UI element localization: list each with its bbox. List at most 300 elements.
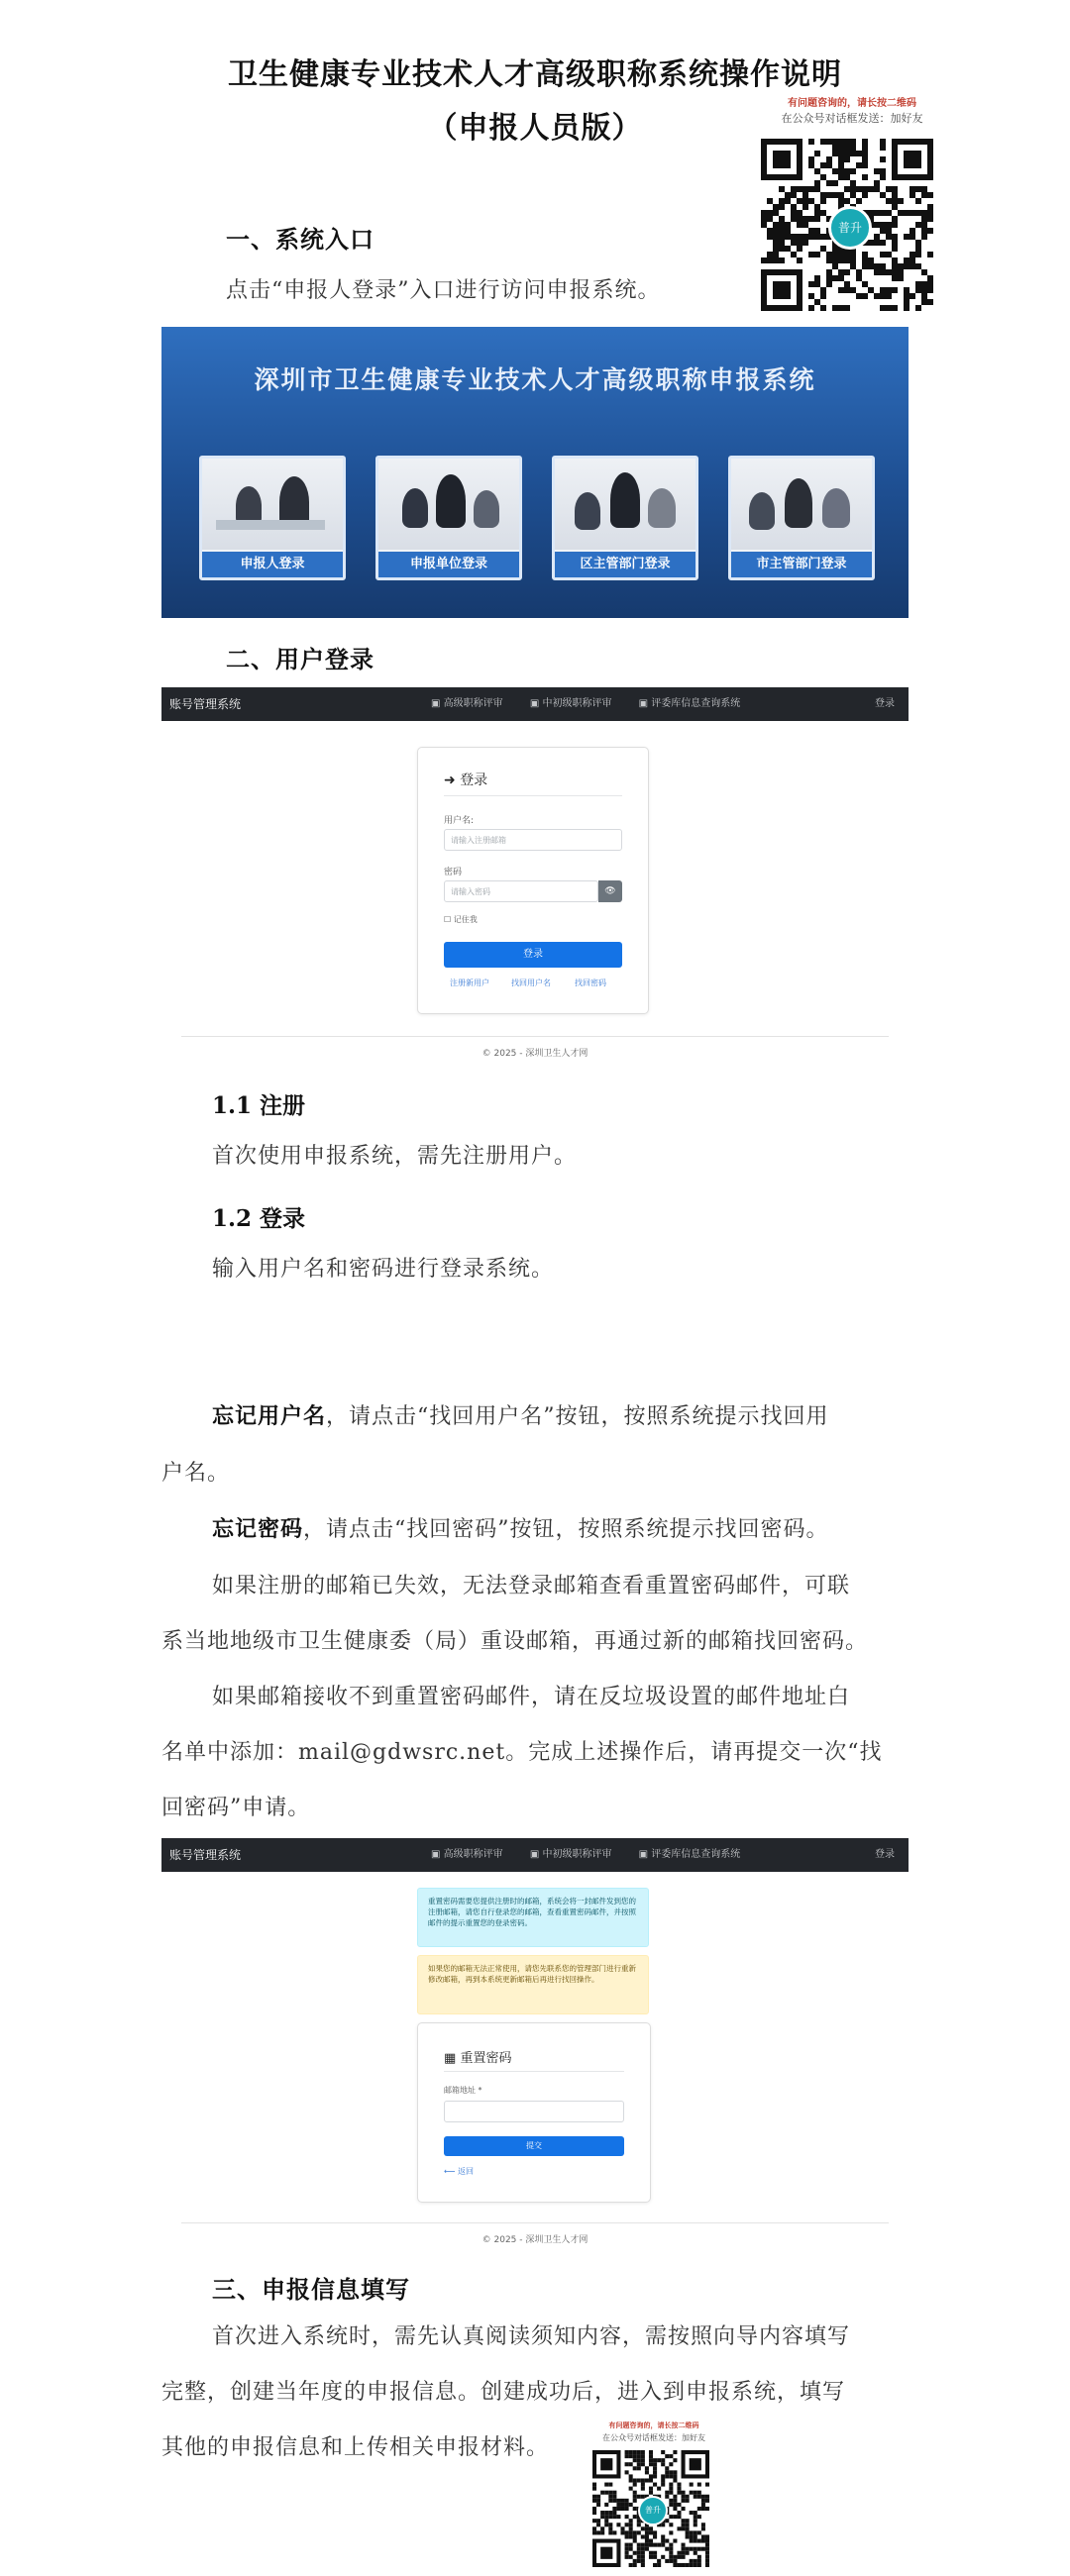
qr-module bbox=[874, 168, 880, 174]
qr-module bbox=[645, 2530, 649, 2534]
qr-module bbox=[633, 2499, 637, 2503]
qr-module bbox=[874, 263, 880, 269]
qr-module bbox=[773, 258, 779, 263]
qr-module bbox=[690, 2491, 694, 2495]
qr-module bbox=[767, 228, 773, 234]
qr-module bbox=[797, 240, 802, 246]
qr-module bbox=[641, 2454, 645, 2458]
qr-module bbox=[669, 2543, 673, 2547]
qr-module bbox=[814, 204, 820, 210]
qr-module bbox=[686, 2526, 690, 2530]
qr-module bbox=[767, 258, 773, 263]
qr-module bbox=[682, 2551, 686, 2555]
qr-module bbox=[682, 2526, 686, 2530]
qr-module bbox=[808, 216, 814, 222]
qr-module bbox=[921, 281, 927, 287]
qr-module bbox=[608, 2523, 612, 2526]
qr-module bbox=[874, 240, 880, 246]
qr-module bbox=[629, 2450, 633, 2454]
qr-module bbox=[808, 234, 814, 240]
qr-module bbox=[661, 2534, 665, 2538]
remember-checkbox[interactable]: ☐ 记住我 bbox=[444, 915, 478, 924]
qr-module bbox=[791, 192, 797, 198]
nav-brand[interactable]: 账号管理系统 bbox=[169, 1848, 242, 1862]
find-password-link[interactable]: 找回密码 bbox=[575, 979, 606, 987]
qr-module bbox=[669, 2555, 673, 2559]
qr-module bbox=[880, 240, 886, 246]
qr-module bbox=[686, 2530, 690, 2534]
qr-module bbox=[620, 2526, 624, 2530]
qr-module bbox=[641, 2483, 645, 2487]
qr-module bbox=[904, 258, 910, 263]
qr-module bbox=[649, 2491, 653, 2495]
nav-link-junior[interactable]: ▣ 中初级职称评审 bbox=[529, 698, 612, 709]
qr-module bbox=[694, 2559, 697, 2563]
qr-module bbox=[705, 2495, 709, 2499]
qr-module bbox=[665, 2539, 669, 2543]
qr-module bbox=[669, 2547, 673, 2551]
nav-login-link[interactable]: 登录 bbox=[875, 698, 895, 709]
qr-module bbox=[665, 2466, 669, 2470]
qr-module bbox=[767, 198, 773, 204]
qr-module bbox=[892, 287, 898, 293]
qr-module bbox=[625, 2462, 629, 2466]
qr-module bbox=[826, 269, 832, 275]
qr-module bbox=[596, 2499, 600, 2503]
qr-module bbox=[910, 186, 915, 192]
qr-module bbox=[690, 2559, 694, 2563]
qr-module bbox=[761, 216, 767, 222]
qr-module bbox=[808, 252, 814, 258]
qr-module bbox=[921, 293, 927, 299]
qr-module bbox=[616, 2499, 620, 2503]
qr-module bbox=[921, 234, 927, 240]
qr-module bbox=[814, 168, 820, 174]
qr-module bbox=[673, 2503, 677, 2507]
login-icon: ➜ bbox=[444, 773, 456, 788]
section1-heading: 一、系统入口 bbox=[226, 225, 374, 254]
whitelist-line1: 如果邮箱接收不到重置密码邮件，请在反垃圾设置的邮件地址白 bbox=[212, 1685, 851, 1709]
qr-module bbox=[850, 151, 856, 156]
qr-module bbox=[697, 2483, 701, 2487]
qr-module bbox=[673, 2470, 677, 2474]
qr-module bbox=[620, 2507, 624, 2511]
qr-module bbox=[673, 2450, 677, 2454]
qr-module bbox=[665, 2519, 669, 2523]
qr-module bbox=[641, 2534, 645, 2538]
qr-module bbox=[779, 216, 785, 222]
register-link[interactable]: 注册新用户 bbox=[450, 979, 489, 987]
qr-module bbox=[633, 2539, 637, 2543]
qr-module bbox=[637, 2547, 641, 2551]
qr-module bbox=[844, 145, 850, 151]
qr-module bbox=[802, 192, 808, 198]
qr-module bbox=[649, 2543, 653, 2547]
nav-link-junior[interactable]: ▣ 中初级职称评审 bbox=[529, 1849, 612, 1860]
qr-module bbox=[850, 139, 856, 145]
top-navbar bbox=[161, 1838, 909, 1872]
qr-module bbox=[686, 2551, 690, 2555]
qr-module bbox=[669, 2499, 673, 2503]
qr-module bbox=[844, 151, 850, 156]
qr-module bbox=[773, 240, 779, 246]
qr-module bbox=[653, 2458, 657, 2462]
qr-module bbox=[649, 2539, 653, 2543]
qr-module bbox=[649, 2551, 653, 2555]
qr-module bbox=[682, 2507, 686, 2511]
qr-module bbox=[838, 156, 844, 162]
qr-module bbox=[669, 2483, 673, 2487]
qr-module bbox=[653, 2483, 657, 2487]
qr-module bbox=[637, 2551, 641, 2555]
qr-module bbox=[844, 252, 850, 258]
section2-heading: 二、用户登录 bbox=[226, 645, 374, 673]
qr-module bbox=[633, 2515, 637, 2519]
qr-module bbox=[653, 2466, 657, 2470]
qr-module bbox=[785, 198, 791, 204]
qr-module bbox=[694, 2511, 697, 2515]
qr-module bbox=[694, 2519, 697, 2523]
qr-module bbox=[844, 281, 850, 287]
back-link[interactable]: ⟵ 返回 bbox=[444, 2167, 475, 2176]
qr-module bbox=[637, 2559, 641, 2563]
qr-module bbox=[862, 252, 868, 258]
qr-module bbox=[910, 293, 915, 299]
qr-module bbox=[625, 2530, 629, 2534]
qr-module bbox=[701, 2495, 705, 2499]
section3-heading: 三、申报信息填写 bbox=[212, 2275, 410, 2304]
qr-bottom-caption-1: 有问题咨询的，请长按二维码 bbox=[608, 2421, 699, 2429]
qr-module bbox=[838, 252, 844, 258]
qr-module bbox=[808, 162, 814, 168]
entry-card-label: 申报单位登录 bbox=[378, 552, 519, 577]
qr-module bbox=[673, 2563, 677, 2567]
username-input[interactable]: 请输入注册邮箱 bbox=[444, 829, 622, 851]
qr-module bbox=[892, 275, 898, 281]
qr-module bbox=[592, 2499, 596, 2503]
qr-module bbox=[629, 2474, 633, 2478]
qr-module bbox=[612, 2495, 616, 2499]
qr-bottom-badge: 普升 bbox=[638, 2496, 668, 2525]
qr-module bbox=[820, 210, 826, 216]
qr-module bbox=[705, 2534, 709, 2538]
qr-module bbox=[880, 228, 886, 234]
qr-module bbox=[694, 2491, 697, 2495]
qr-module bbox=[838, 168, 844, 174]
show-password-icon[interactable]: 👁 bbox=[598, 880, 622, 902]
qr-module bbox=[690, 2511, 694, 2515]
qr-module bbox=[832, 246, 838, 252]
qr-module bbox=[856, 151, 862, 156]
qr-module bbox=[832, 275, 838, 281]
qr-module bbox=[868, 287, 874, 293]
qr-module bbox=[661, 2458, 665, 2462]
qr-module bbox=[637, 2462, 641, 2466]
qr-module bbox=[802, 204, 808, 210]
qr-module bbox=[779, 198, 785, 204]
qr-module bbox=[661, 2555, 665, 2559]
qr-module bbox=[629, 2519, 633, 2523]
qr-finder bbox=[773, 281, 791, 299]
qr-module bbox=[633, 2483, 637, 2487]
email-input[interactable] bbox=[444, 2101, 624, 2122]
qr-module bbox=[625, 2523, 629, 2526]
qr-module bbox=[844, 305, 850, 311]
qr-module bbox=[773, 234, 779, 240]
qr-module bbox=[669, 2515, 673, 2519]
qr-module bbox=[592, 2519, 596, 2523]
qr-module bbox=[862, 263, 868, 269]
qr-module bbox=[850, 258, 856, 263]
qr-module bbox=[880, 293, 886, 299]
qr-module bbox=[791, 216, 797, 222]
qr-module bbox=[892, 198, 898, 204]
qr-module bbox=[641, 2559, 645, 2563]
qr-module bbox=[701, 2539, 705, 2543]
qr-module bbox=[682, 2491, 686, 2495]
qr-module bbox=[612, 2511, 616, 2515]
qr-module bbox=[604, 2483, 608, 2487]
qr-module bbox=[880, 168, 886, 174]
qr-badge: 普升 bbox=[828, 206, 872, 250]
qr-module bbox=[665, 2454, 669, 2458]
qr-module bbox=[814, 228, 820, 234]
qr-code-icon[interactable] bbox=[761, 139, 933, 311]
qr-module bbox=[927, 204, 933, 210]
qr-module bbox=[661, 2483, 665, 2487]
qr-module bbox=[612, 2499, 616, 2503]
nav-brand[interactable]: 账号管理系统 bbox=[169, 697, 242, 711]
qr-module bbox=[625, 2454, 629, 2458]
qr-module bbox=[874, 222, 880, 228]
qr-module bbox=[921, 210, 927, 216]
qr-module bbox=[677, 2503, 681, 2507]
qr-module bbox=[927, 216, 933, 222]
qr-module bbox=[838, 192, 844, 198]
qr-module bbox=[862, 281, 868, 287]
qr-module bbox=[921, 269, 927, 275]
qr-module bbox=[892, 305, 898, 311]
qr-module bbox=[910, 263, 915, 269]
qr-module bbox=[820, 174, 826, 180]
qr-module bbox=[665, 2495, 669, 2499]
qr-module bbox=[767, 210, 773, 216]
qr-module bbox=[705, 2539, 709, 2543]
qr-module bbox=[694, 2515, 697, 2519]
qr-module bbox=[637, 2523, 641, 2526]
qr-module bbox=[625, 2450, 629, 2454]
qr-module bbox=[665, 2547, 669, 2551]
qr-module bbox=[773, 210, 779, 216]
nav-link-senior[interactable]: ▣ 高级职称评审 bbox=[431, 698, 503, 709]
password-input[interactable]: 请输入密码 bbox=[444, 880, 598, 902]
qr-module bbox=[820, 198, 826, 204]
login-footer: © 2025 - 深圳卫生人才网 bbox=[482, 1049, 588, 1059]
qr-module bbox=[808, 293, 814, 299]
qr-module bbox=[600, 2491, 604, 2495]
qr-module bbox=[645, 2547, 649, 2551]
qr-module bbox=[808, 198, 814, 204]
qr-module bbox=[791, 234, 797, 240]
qr-module bbox=[832, 252, 838, 258]
qr-module bbox=[633, 2551, 637, 2555]
qr-module bbox=[797, 198, 802, 204]
qr-module bbox=[832, 192, 838, 198]
section3-line1: 首次进入系统时，需先认真阅读须知内容，需按照向导内容填写 bbox=[212, 2324, 851, 2349]
qr-module bbox=[653, 2462, 657, 2466]
entry-card-unit[interactable] bbox=[375, 456, 522, 580]
qr-module bbox=[653, 2474, 657, 2478]
qr-module bbox=[767, 216, 773, 222]
qr-module bbox=[850, 192, 856, 198]
qr-module bbox=[673, 2539, 677, 2543]
forgot-password-line: 忘记密码，请点击“找回密码”按钮，按照系统提示找回密码。 bbox=[212, 1516, 829, 1542]
qr-module bbox=[604, 2511, 608, 2515]
qr-module bbox=[641, 2551, 645, 2555]
qr-module bbox=[874, 180, 880, 186]
qr-module bbox=[880, 252, 886, 258]
grid-icon: ▦ bbox=[444, 2051, 457, 2066]
qr-module bbox=[673, 2458, 677, 2462]
qr-module bbox=[808, 156, 814, 162]
qr-module bbox=[868, 263, 874, 269]
qr-module bbox=[641, 2478, 645, 2482]
qr-module bbox=[649, 2462, 653, 2466]
reset-password-screenshot bbox=[161, 1838, 909, 2254]
qr-module bbox=[697, 2559, 701, 2563]
qr-module bbox=[629, 2530, 633, 2534]
qr-module bbox=[814, 210, 820, 216]
qr-module bbox=[862, 258, 868, 263]
qr-module bbox=[850, 180, 856, 186]
qr-module bbox=[820, 305, 826, 311]
qr-module bbox=[915, 263, 921, 269]
sub2-heading: 1.2 登录 bbox=[212, 1205, 306, 1232]
nav-link-experts[interactable]: ▣ 评委库信息查询系统 bbox=[638, 698, 741, 709]
qr-module bbox=[927, 228, 933, 234]
qr-module bbox=[791, 186, 797, 192]
qr-module bbox=[802, 198, 808, 204]
qr-module bbox=[633, 2466, 637, 2470]
qr-code-bottom-icon[interactable] bbox=[592, 2450, 709, 2567]
qr-module bbox=[832, 180, 838, 186]
qr-module bbox=[904, 210, 910, 216]
forgot-username-line1: 忘记用户名，请点击“找回用户名”按钮，按照系统提示找回用 bbox=[212, 1403, 829, 1429]
qr-module bbox=[596, 2523, 600, 2526]
username-label: 用户名: bbox=[444, 816, 475, 826]
qr-module bbox=[608, 2526, 612, 2530]
qr-module bbox=[596, 2503, 600, 2507]
qr-module bbox=[645, 2534, 649, 2538]
qr-module bbox=[633, 2534, 637, 2538]
qr-module bbox=[820, 162, 826, 168]
qr-module bbox=[904, 305, 910, 311]
qr-module bbox=[862, 151, 868, 156]
entry-card-city[interactable] bbox=[728, 456, 875, 580]
qr-module bbox=[862, 156, 868, 162]
qr-module bbox=[604, 2491, 608, 2495]
qr-module bbox=[705, 2551, 709, 2555]
qr-finder bbox=[773, 151, 791, 168]
qr-module bbox=[633, 2563, 637, 2567]
qr-module bbox=[673, 2507, 677, 2511]
qr-module bbox=[915, 305, 921, 311]
qr-module bbox=[791, 252, 797, 258]
entry-card-applicant[interactable] bbox=[199, 456, 346, 580]
qr-module bbox=[832, 151, 838, 156]
qr-module bbox=[690, 2534, 694, 2538]
qr-module bbox=[844, 139, 850, 145]
qr-module bbox=[927, 252, 933, 258]
qr-module bbox=[673, 2515, 677, 2519]
qr-module bbox=[669, 2470, 673, 2474]
qr-module bbox=[633, 2495, 637, 2499]
qr-module bbox=[673, 2495, 677, 2499]
qr-module bbox=[892, 192, 898, 198]
qr-module bbox=[826, 252, 832, 258]
nav-link-senior[interactable]: ▣ 高级职称评审 bbox=[431, 1849, 503, 1860]
nav-link-experts[interactable]: ▣ 评委库信息查询系统 bbox=[638, 1849, 741, 1860]
entry-card-district[interactable] bbox=[552, 456, 698, 580]
qr-module bbox=[592, 2511, 596, 2515]
qr-module bbox=[661, 2523, 665, 2526]
qr-module bbox=[832, 168, 838, 174]
qr-module bbox=[669, 2454, 673, 2458]
login-button[interactable]: 登录 bbox=[444, 942, 622, 968]
nav-login-link[interactable]: 登录 bbox=[875, 1849, 895, 1860]
qr-module bbox=[910, 192, 915, 198]
qr-module bbox=[915, 222, 921, 228]
qr-module bbox=[915, 252, 921, 258]
qr-module bbox=[657, 2563, 661, 2567]
sub2-text: 输入用户名和密码进行登录系统。 bbox=[212, 1257, 555, 1282]
qr-module bbox=[694, 2539, 697, 2543]
qr-module bbox=[844, 258, 850, 263]
login-screenshot bbox=[161, 687, 909, 1066]
qr-module bbox=[862, 293, 868, 299]
find-username-link[interactable]: 找回用户名 bbox=[511, 979, 551, 987]
qr-module bbox=[633, 2559, 637, 2563]
qr-module bbox=[880, 210, 886, 216]
qr-module bbox=[898, 210, 904, 216]
warning-alert: 如果您的邮箱无法正常使用，请您先联系您的管理部门进行重新修改邮箱，再到本系统更新邮箱后再进行找回操作。 bbox=[417, 1955, 649, 2014]
info-alert: 重置密码需要您提供注册时的邮箱，系统会将一封邮件发到您的注册邮箱，请您自行登录您的邮箱，查看重置密码邮件，并按照邮件的提示重置您的登录密码。 bbox=[417, 1888, 649, 1947]
section1-text: 点击“申报人登录”入口进行访问申报系统。 bbox=[226, 278, 661, 303]
entry-card-label: 区主管部门登录 bbox=[555, 552, 696, 577]
qr-module bbox=[625, 2470, 629, 2474]
qr-module bbox=[625, 2515, 629, 2519]
qr-module bbox=[886, 198, 892, 204]
qr-module bbox=[682, 2555, 686, 2559]
qr-module bbox=[690, 2530, 694, 2534]
qr-module bbox=[701, 2523, 705, 2526]
qr-module bbox=[697, 2515, 701, 2519]
qr-module bbox=[898, 198, 904, 204]
qr-module bbox=[785, 228, 791, 234]
qr-module bbox=[629, 2503, 633, 2507]
submit-button[interactable]: 提交 bbox=[444, 2136, 624, 2156]
qr-module bbox=[612, 2491, 616, 2495]
qr-module bbox=[701, 2547, 705, 2551]
qr-module bbox=[677, 2563, 681, 2567]
qr-module bbox=[892, 240, 898, 246]
qr-module bbox=[661, 2462, 665, 2466]
qr-module bbox=[880, 139, 886, 145]
qr-module bbox=[686, 2495, 690, 2499]
qr-module bbox=[838, 258, 844, 263]
qr-module bbox=[927, 192, 933, 198]
qr-module bbox=[832, 263, 838, 269]
